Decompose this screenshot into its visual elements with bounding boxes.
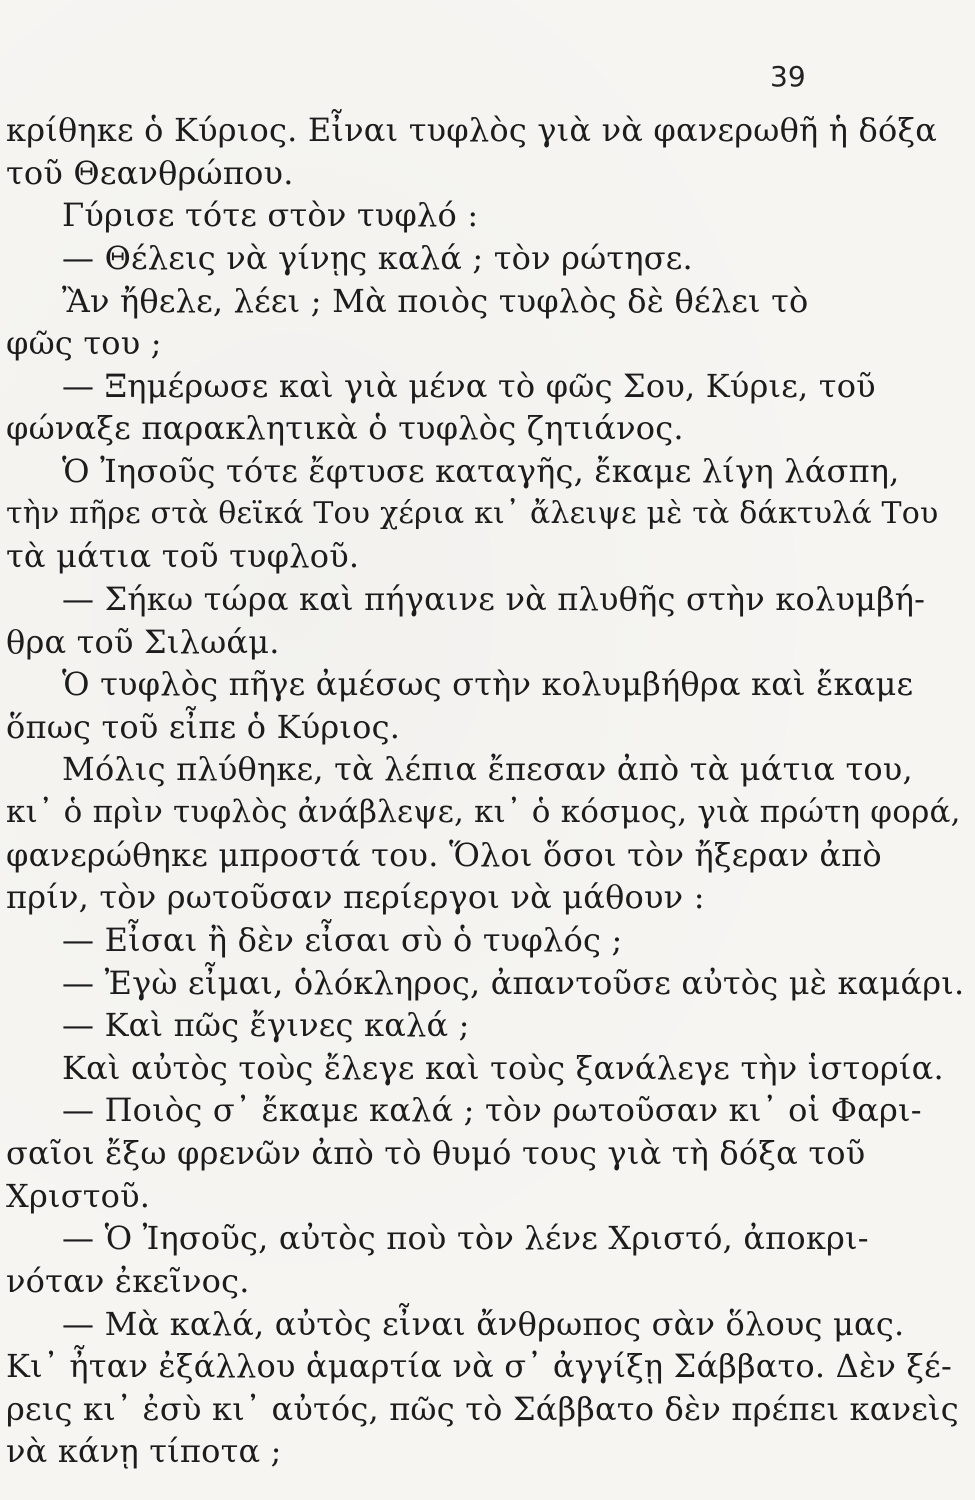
text-line: τοῦ Θεανθρώπου. <box>6 154 294 192</box>
text-line: τὴν πῆρε στὰ θεϊκά Του χέρια κι᾿ ἄλειψε μὲ τὰ δάκτυλά Του <box>6 496 939 531</box>
text-line: Καὶ αὐτὸς τοὺς ἔλεγε καὶ τοὺς ξανάλεγε τὴν ἱστορία. <box>62 1049 944 1087</box>
text-line: ρεις κι᾿ ἐσὺ κι᾿ αὐτός, πῶς τὸ Σάββατο δὲν πρέπει κανεὶς <box>6 1390 959 1428</box>
text-line: Κι᾿ ἦταν ἐξάλλου ἁμαρτία νὰ σ᾿ ἀγγίξῃ Σάββατο. Δὲν ξέ- <box>6 1347 952 1385</box>
text-line: — Εἶσαι ἢ δὲν εἶσαι σὺ ὁ τυφλός ; <box>62 921 623 959</box>
text-line: — Ποιὸς σ᾿ ἔκαμε καλά ; τὸν ρωτοῦσαν κι᾿ οἱ Φαρι- <box>62 1091 922 1129</box>
text-line: Μόλις πλύθηκε, τὰ λέπια ἔπεσαν ἀπὸ τὰ μάτια του, <box>62 750 913 788</box>
text-line: — Ἐγὼ εἶμαι, ὁλόκληρος, ἀπαντοῦσε αὐτὸς μὲ καμάρι. <box>62 964 965 1002</box>
text-line: — Ὁ Ἰησοῦς, αὐτὸς ποὺ τὸν λένε Χριστό, ἀποκρι- <box>62 1219 869 1257</box>
text-line: Ὁ Ἰησοῦς τότε ἔφτυσε καταγῆς, ἔκαμε λίγη λάσπη, <box>62 452 900 490</box>
text-line: πρίν, τὸν ρωτοῦσαν περίεργοι νὰ μάθουν : <box>6 878 705 916</box>
text-line: φώναξε παρακλητικὰ ὁ τυφλὸς ζητιάνος. <box>6 409 684 447</box>
text-line: Ὁ τυφλὸς πῆγε ἀμέσως στὴν κολυμβήθρα καὶ ἔκαμε <box>62 665 914 703</box>
text-line: — Σήκω τώρα καὶ πήγαινε νὰ πλυθῆς στὴν κολυμβή- <box>62 580 926 618</box>
text-line: σαῖοι ἔξω φρενῶν ἀπὸ τὸ θυμό τους γιὰ τὴ δόξα τοῦ <box>6 1134 866 1172</box>
text-line: κι᾿ ὁ πρὶν τυφλὸς ἀνάβλεψε, κι᾿ ὁ κόσμος, γιὰ πρώτη φορά, <box>6 794 961 830</box>
text-line: — Θέλεις νὰ γίνῃς καλά ; τὸν ρώτησε. <box>62 239 693 277</box>
text-line: νόταν ἐκεῖνος. <box>6 1262 250 1300</box>
text-line: ὅπως τοῦ εἶπε ὁ Κύριος. <box>6 708 401 746</box>
text-line: Χριστοῦ. <box>6 1177 151 1215</box>
text-line: τὰ μάτια τοῦ τυφλοῦ. <box>6 537 360 575</box>
text-line: φῶς του ; <box>6 324 162 362</box>
text-line: — Καὶ πῶς ἔγινες καλά ; <box>62 1006 470 1044</box>
text-line: Γύρισε τότε στὸν τυφλό : <box>62 196 479 234</box>
text-line: — Ξημέρωσε καὶ γιὰ μένα τὸ φῶς Σου, Κύριε, τοῦ <box>62 367 876 405</box>
text-line: Ἂν ἤθελε, λέει ; Μὰ ποιὸς τυφλὸς δὲ θέλει τὸ <box>62 282 809 320</box>
text-line: νὰ κάνῃ τίποτα ; <box>6 1432 282 1470</box>
text-line: κρίθηκε ὁ Κύριος. Εἶναι τυφλὸς γιὰ νὰ φανερωθῆ ἡ δόξα <box>6 111 938 149</box>
page-number: 39 <box>770 60 806 93</box>
text-line: — Μὰ καλά, αὐτὸς εἶναι ἄνθρωπος σὰν ὅλους μας. <box>62 1305 905 1343</box>
text-line: φανερώθηκε μπροστά του. Ὅλοι ὅσοι τὸν ἤξεραν ἀπὸ <box>6 836 882 874</box>
text-line: θρα τοῦ Σιλωάμ. <box>6 623 280 661</box>
